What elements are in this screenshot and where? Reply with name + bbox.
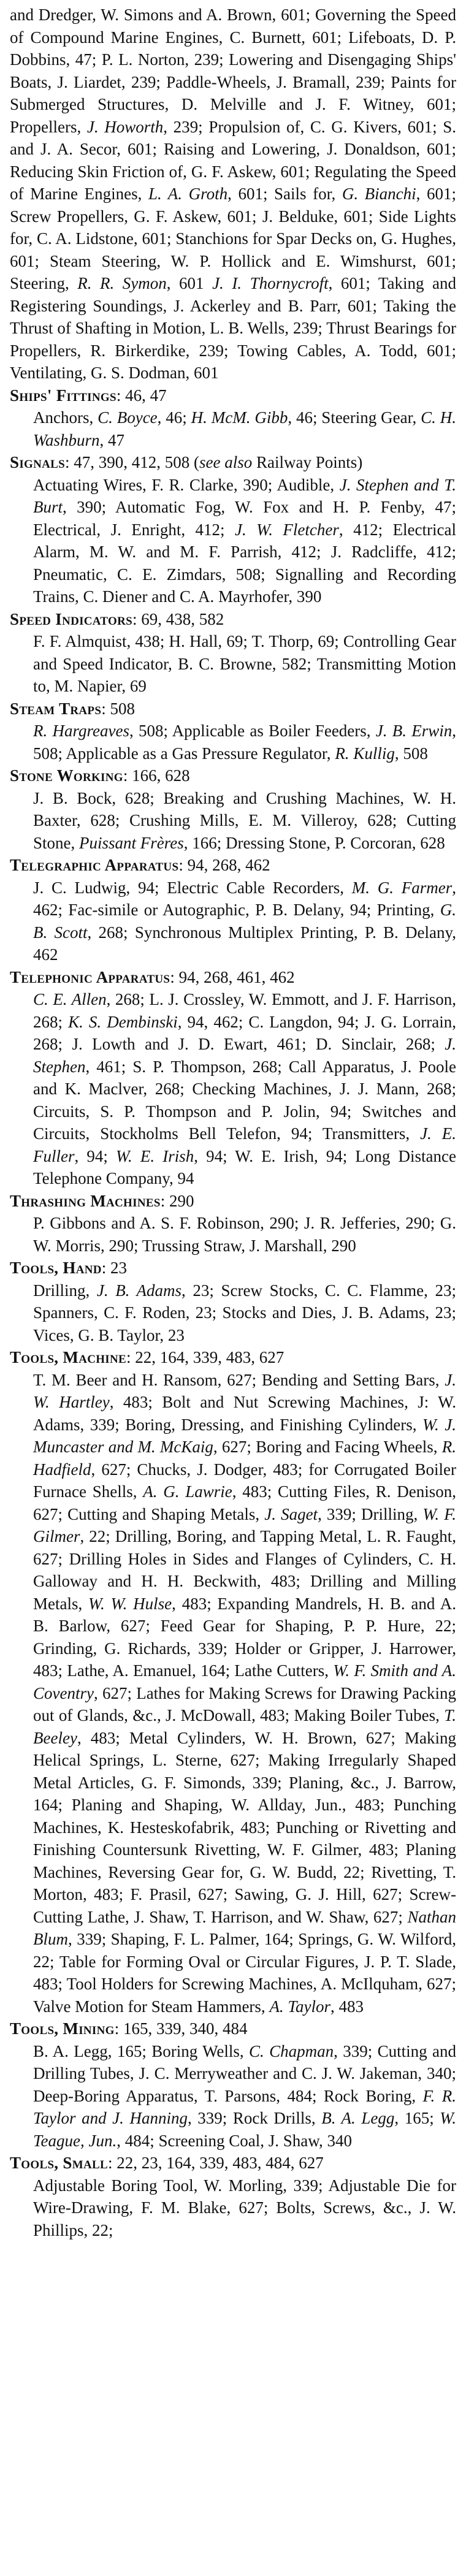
index-entry-telegraphic: Telegraphic Apparatus: 94, 268, 462 (10, 856, 270, 874)
entry-heading: Ships' Fittings (10, 386, 116, 405)
index-entry-tools-small-sub (10, 2174, 456, 2242)
index-entry-tools-machine: Tools, Machine: 22, 164, 339, 483, 627 (10, 1348, 285, 1366)
entry-text: 22, 23, 164, 339, 483, 484, 627 (116, 2154, 324, 2172)
entry-heading: Tools, Machine (10, 1348, 126, 1366)
entry-text: 22, 164, 339, 483, 627 (135, 1348, 285, 1366)
entry-text: 166, 628 (132, 766, 190, 785)
entry-heading: Thrashing Machines (10, 1191, 161, 1210)
entry-text: 46, 47 (125, 386, 167, 405)
index-entry-ships-fittings-sub (10, 406, 456, 451)
index-entry-steam-traps: Steam Traps: 508 (10, 699, 135, 718)
index-entry-threshing: Thrashing Machines: 290 (10, 1191, 194, 1210)
entry-heading: Tools, Hand (10, 1259, 102, 1277)
entry-heading: Telephonic Apparatus (10, 967, 170, 986)
entry-text: C. E. Allen, 268; L. J. Crossley, W. Emmott, and J. F. Harrison, 268; K. S. Dembinski, 94, 462; C. Langdon, 94; J. G. Lorrain, 268; J. Lowth and J. D. Ewart, 461; D. Sinclair, 268; J. Stephen, 461; S. P. Thompson, 268; Call Apparatus, J. Poole and K. Maclver, 268; Checking Machines, J. J. Mann, 268; Circuits, S. P. Thompson and P. Jolin, 94; Switches and Circuits, Stockholms Bell Telefon, 94; Transmitters, J. E. Fuller, 94; W. E. Irish, 94; W. E. Irish, 94; Long Distance Telephone Company, 94 (33, 990, 456, 1187)
index-entry-signals-sub (10, 474, 456, 608)
entry-text: 23 (110, 1259, 128, 1277)
entry-text: Anchors, C. Boyce, 46; H. McM. Gibb, 46; Steering Gear, C. H. Washburn, 47 (33, 408, 456, 449)
entry-text: P. Gibbons and A. S. F. Robinson, 290; J. R. Jefferies, 290; G. W. Morris, 290; Trussing Straw, J. Marshall, 290 (33, 1214, 456, 1255)
index-entry-tools-hand-sub (10, 1279, 456, 1347)
entry-heading: Stone Working (10, 766, 123, 785)
entry-heading: Tools, Small (10, 2154, 108, 2172)
entry-heading: Tools, Mining (10, 2019, 115, 2038)
entry-text: Actuating Wires, F. R. Clarke, 390; Audible, J. Stephen and T. Burt, 390; Automatic Fog, W. Fox and H. P. Fenby, 47; Electrical, J. Enright, 412; J. W. Fletcher, 412; Electrical Alarm, M. W. and M. F. Parrish, 412; J. Radcliffe, 412; Pneumatic, C. E. Zimdars, 508; Signalling and Recording Trains, C. Diener and C. A. Mayrhofer, 390 (33, 475, 457, 606)
entry-text: and Dredger, W. Simons and A. Brown, 601; Governing the Speed of Compound Marine Engines, C. Burnett, 601; Lifeboats, D. P. Dobbins, 47; P. L. Norton, 239; Lowering and Disengaging Ships' Boats, J. Liardet, 239; Paddle-Wheels, J. Bramall, 239; Paints for Submerged Structures, D. Melville and J. F. Witney, 601; Propellers, J. Howorth, 239; Propulsion of, C. G. Kivers, 601; S. and J. A. Secor, 601; Raising and Lowering, J. Donaldson, 601; Reducing Skin Friction of, G. F. Askew, 601; Regulating the Speed of Marine Engines, L. A. Groth, 601; Sails for, G. Bianchi, 601; Screw Propellers, G. F. Askew, 601; J. Belduke, 601; Side Lights for, C. A. Lidstone, 601; Stanchions for Spar Decks on, G. Hughes, 601; Steam Steering, W. P. Hollick and E. Wimshurst, 601; Steering, R. R. Symon, 601 J. I. Thornycroft, 601; Taking and Registering Soundings, J. Ackerley and B. Parr, 601; Taking the Thrust of Shafting in Motion, L. B. Wells, 239; Thrust Bearings for Propellers, R. Birkerdike, 239; Towing Cables, A. Todd, 601; Ventilating, G. S. Dodman, 601 (10, 6, 457, 382)
index-entries (10, 4, 456, 2241)
entry-heading: Steam Traps (10, 699, 102, 718)
index-entry-telephonic-sub (10, 988, 456, 1190)
entry-heading: Speed Indicators (10, 609, 133, 628)
index-entry-tools-hand: Tools, Hand: 23 (10, 1259, 128, 1277)
index-entry-stone-working-sub (10, 787, 456, 855)
entry-text: 47, 390, 412, 508 (see also Railway Points) (74, 453, 363, 471)
index-entry-stone-working: Stone Working: 166, 628 (10, 766, 190, 785)
entry-text: 94, 268, 462 (187, 856, 270, 874)
index-entry-signals: Signals: 47, 390, 412, 508 (see also Railway Points) (10, 453, 363, 471)
index-entry-speed-indicators-sub (10, 630, 456, 698)
entry-text: F. F. Almquist, 438; H. Hall, 69; T. Thorp, 69; Controlling Gear and Speed Indicator, B. C. Browne, 582; Transmitting Motion to, M. Napier, 69 (33, 632, 456, 695)
entry-text: 508 (110, 699, 135, 718)
entry-text: J. C. Ludwig, 94; Electric Cable Recorders, M. G. Farmer, 462; Fac-simile or Autographic, P. B. Delany, 94; Printing, G. B. Scott, 268; Synchronous Multiplex Printing, P. B. Delany, 462 (33, 878, 456, 964)
index-entry-telephonic: Telephonic Apparatus: 94, 268, 461, 462 (10, 967, 295, 986)
index-entry-ships-fittings: Ships' Fittings: 46, 47 (10, 386, 167, 405)
entry-text: 69, 438, 582 (141, 609, 224, 628)
entry-heading: Telegraphic Apparatus (10, 856, 179, 874)
index-entry-tools-small: Tools, Small: 22, 23, 164, 339, 483, 484, 627 (10, 2154, 324, 2172)
index-entry-speed-indicators: Speed Indicators: 69, 438, 582 (10, 609, 224, 628)
index-entry-steam-traps-sub (10, 720, 456, 764)
entry-heading: Signals (10, 453, 65, 471)
index-entry-tools-mining: Tools, Mining: 165, 339, 340, 484 (10, 2019, 248, 2038)
index-entry-tools-machine-sub (10, 1369, 456, 2018)
index-entry-telegraphic-sub (10, 877, 456, 966)
index-entry-cont (10, 4, 456, 384)
entry-text: R. Hargreaves, 508; Applicable as Boiler Feeders, J. B. Erwin, 508; Applicable as a Gas Pressure Regulator, R. Kullig, 508 (33, 722, 456, 763)
entry-text: B. A. Legg, 165; Boring Wells, C. Chapman, 339; Cutting and Drilling Tubes, J. C. Merryweather and C. J. W. Jakeman, 340; Deep-Boring Apparatus, T. Parsons, 484; Rock Boring, F. R. Taylor and J. Hanning, 339; Rock Drills, B. A. Legg, 165; W. Teague, Jun., 484; Screening Coal, J. Shaw, 340 (33, 2041, 457, 2150)
entry-text: Adjustable Boring Tool, W. Morling, 339; Adjustable Die for Wire-Drawing, F. M. Blake, 627; Bolts, Screws, &c., J. W. Phillips, 22; (33, 2176, 456, 2239)
entry-text: Drilling, J. B. Adams, 23; Screw Stocks, C. C. Flamme, 23; Spanners, C. F. Roden, 23; Stocks and Dies, J. B. Adams, 23; Vices, G. B. Taylor, 23 (33, 1281, 456, 1344)
entry-text: T. M. Beer and H. Ransom, 627; Bending and Setting Bars, J. W. Hartley, 483; Bolt and Nut Screwing Machines, J: W. Adams, 339; Boring, Dressing, and Finishing Cylinders, W. J. Muncaster and M. McKaig, 627; Boring and Facing Wheels, R. Hadfield, 627; Chucks, J. Dodger, 483; for Corrugated Boiler Furnace Shells, A. G. Lawrie, 483; Cutting Files, R. Denison, 627; Cutting and Shaping Metals, J. Saget, 339; Drilling, W. F. Gilmer, 22; Drilling, Boring, and Tapping Metal, L. R. Faught, 627; Drilling Holes in Sides and Flanges of Cylinders, C. H. Galloway and H. H. Beckwith, 483; Drilling and Milling Metals, W. W. Hulse, 483; Expanding Mandrels, H. B. and A. B. Barlow, 627; Feed Gear for Shaping, P. P. Hure, 22; Grinding, G. Richards, 339; Holder or Gripper, J. Harrower, 483; Lathe, A. Emanuel, 164; Lathe Cutters, W. F. Smith and A. Coventry, 627; Lathes for Making Screws for Drawing Packing out of Glands, &c., J. McDowall, 483; Making Boiler Tubes, T. Beeley, 483; Metal Cylinders, W. H. Brown, 627; Making Helical Springs, L. Sterne, 627; Making Irregularly Shaped Metal Articles, G. F. Simonds, 339; Planing, &c., J. Barrow, 164; Planing and Shaping, W. Allday, Jun., 483; Punching Machines, K. Hesteskofabrik, 483; Punching or Rivetting and Finishing Countersunk Rivetting, W. F. Gilmer, 483; Planing Machines, Reversing Gear for, G. W. Budd, 22; Rivetting, T. Morton, 483; F. Prasil, 627; Sawing, G. J. Hill, 627; Screw-Cutting Lathe, J. Shaw, T. Harrison, and W. Shaw, 627; Nathan Blum, 339; Shaping, F. L. Palmer, 164; Springs, G. W. Wilford, 22; Table for Forming Oval or Circular Figures, J. P. T. Slade, 483; Tool Holders for Screwing Machines, A. McIlquham, 627; Valve Motion for Steam Hammers, A. Taylor, 483 (33, 1370, 456, 2016)
entry-text: 94, 268, 461, 462 (178, 967, 295, 986)
entry-text: J. B. Bock, 628; Breaking and Crushing Machines, W. H. Baxter, 628; Crushing Mills, E. M. Villeroy, 628; Cutting Stone, Puissant Frères, 166; Dressing Stone, P. Corcoran, 628 (33, 788, 456, 852)
index-entry-tools-mining-sub (10, 2040, 456, 2152)
entry-text: 165, 339, 340, 484 (123, 2019, 248, 2038)
index-entry-threshing-sub (10, 1212, 456, 1257)
entry-text: 290 (169, 1191, 194, 1210)
